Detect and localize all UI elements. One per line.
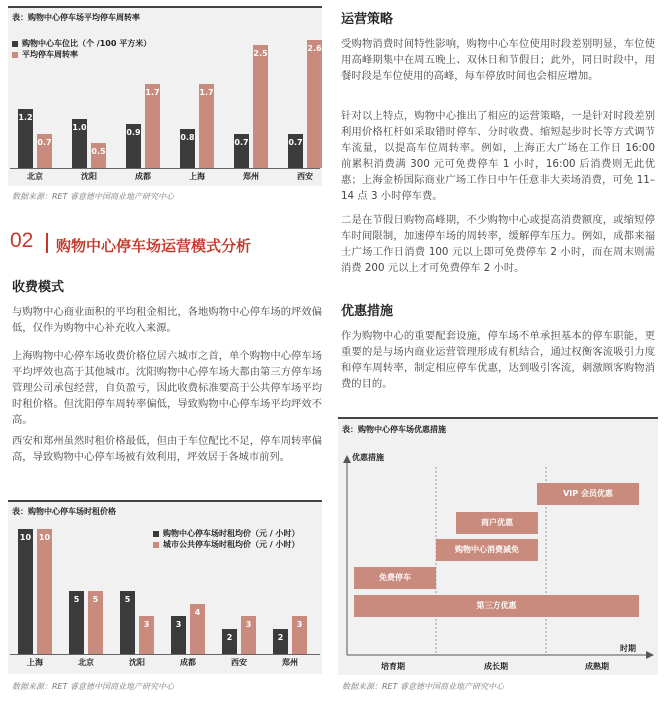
chart1-category-label: 西安 xyxy=(297,172,313,181)
chart1-value-label: 1.2 xyxy=(18,112,33,122)
chart2-category-label: 上海 xyxy=(27,658,43,667)
chart1-legend-1 xyxy=(12,38,151,49)
legend-swatch-rose xyxy=(12,52,18,58)
chart2-value-label: 2 xyxy=(277,632,284,642)
chart3-source: 数据来源：RET 睿意德中国商业地产研究中心 xyxy=(342,682,505,691)
chart3-y-title: 优惠措施 xyxy=(352,453,384,462)
chart2-value-label: 4 xyxy=(194,607,201,617)
gantt-bar-vip: VIP 会员优惠 xyxy=(537,483,639,505)
chart1-top-rule xyxy=(8,6,322,8)
chart1-legend-1-text: 购物中心车位比（个 /100 平方米） xyxy=(22,39,152,48)
chart1-value-label: 0.7 xyxy=(37,137,52,147)
chart1-value-label: 1.7 xyxy=(199,88,214,98)
chart2-source: 数据来源：RET 睿意德中国商业地产研究中心 xyxy=(12,682,175,691)
chart2-value-label: 10 xyxy=(19,532,32,542)
chart1-axis xyxy=(10,168,320,169)
ops-heading: 运营策略 xyxy=(341,12,394,27)
gantt-bar-free-parking: 免费停车 xyxy=(354,567,436,589)
chart1-value-label: 0.5 xyxy=(91,147,106,157)
chart1-category-label: 郑州 xyxy=(243,172,259,181)
chart2-value-label: 10 xyxy=(38,532,51,542)
phase-label-1: 培育期 xyxy=(381,662,405,671)
chart1-category-label: 北京 xyxy=(27,172,43,181)
legend-swatch-dark xyxy=(12,41,18,47)
chart2-legend-2 xyxy=(153,539,300,550)
chart2-top-rule xyxy=(8,500,322,502)
section-divider xyxy=(46,233,48,253)
chart2-legend-1-text: 购物中心停车场时租均价（元 / 小时） xyxy=(163,529,300,538)
chart3-caption: 表：购物中心停车场优惠措施 xyxy=(342,425,446,434)
chart1-caption: 表：购物中心停车场平均停车周转率 xyxy=(12,13,140,22)
chart2-value-label: 3 xyxy=(245,620,252,630)
chart1-bar-郑州-s2 xyxy=(253,45,268,168)
fees-heading: 收费模式 xyxy=(12,280,65,295)
chart1-value-label: 0.7 xyxy=(288,137,303,147)
y-axis-arrow xyxy=(343,455,351,463)
chart2-category-label: 郑州 xyxy=(282,658,298,667)
chart2-bar-上海-s1 xyxy=(18,529,33,654)
chart1-value-label: 1.0 xyxy=(72,122,87,132)
chart1-legend-2 xyxy=(12,49,78,60)
chart2-value-label: 5 xyxy=(73,595,80,605)
ops-paragraph-2: 针对以上特点，购物中心推出了相应的运营策略，一是针对时段差别利用价格杠杆如采取错时停车、分时收费、缩短起步时长等方式调节车流量，以提高车位周转率。例如，上海正大广场在工作日 16:00 前累积消费满 300 元可免费停车 1 小时，16:00 后消费则无此优惠；上海金桥国际商业广场工作日中午任意非大卖场消费，可免 11–14 点 3 小时停车费。 xyxy=(341,110,655,202)
chart1-legend-2-text: 平均停车周转率 xyxy=(22,50,78,59)
phase-label-2: 成长期 xyxy=(484,662,508,671)
gantt-bar-merchant: 商户优惠 xyxy=(456,512,538,534)
chart1-box xyxy=(8,6,322,186)
chart2-value-label: 3 xyxy=(296,620,303,630)
fees-paragraph-2: 上海购物中心停车场收费价格位居六城市之首，单个购物中心停车场平均坪效也高于其他城市。沈阳购物中心停车场大都由第三方停车场管理公司承包经营，自负盈亏，因此收费标准要高于公共停车场平均时租价格。但沈阳停车周转率偏低，导致购物中心停车场平均坪效不高。 xyxy=(12,350,322,426)
chart2-value-label: 3 xyxy=(175,620,182,630)
promo-heading: 优惠措施 xyxy=(341,304,394,319)
chart2-category-label: 西安 xyxy=(231,658,247,667)
chart2-category-label: 成都 xyxy=(180,658,196,667)
fees-paragraph-1: 与购物中心商业面积的平均租金相比，各地购物中心停车场的坪效偏低，仅作为购物中心补充收入来源。 xyxy=(12,306,322,334)
gantt-bar-third-party: 第三方优惠 xyxy=(354,595,639,617)
section-number: 02 xyxy=(10,229,34,252)
ops-paragraph-1: 受购物消费时间特性影响，购物中心车位使用时段差别明显，车位使用高峰期集中在周五晚上、双休日和节假日；此外，同日时段中，用餐时段是车位使用的高峰，每车停放时间也会相应增加。 xyxy=(341,38,655,82)
chart2-value-label: 2 xyxy=(226,632,233,642)
chart1-bar-西安-s2 xyxy=(307,40,322,168)
phase-label-3: 成熟期 xyxy=(585,662,609,671)
chart1-value-label: 0.9 xyxy=(126,127,141,137)
chart2-caption: 表：购物中心停车场时租价格 xyxy=(12,507,116,516)
legend-swatch-rose-2 xyxy=(153,542,159,548)
chart1-category-label: 沈阳 xyxy=(81,172,97,181)
legend-swatch-dark-2 xyxy=(153,531,159,537)
chart2-legend-1 xyxy=(153,528,300,539)
chart2-value-label: 5 xyxy=(92,595,99,605)
chart2-value-label: 5 xyxy=(124,595,131,605)
chart1-category-label: 成都 xyxy=(135,172,151,181)
promo-paragraph-1: 作为购物中心的重要配套设施，停车场不单承担基本的停车职能，更重要的是与场内商业运营管理形成有机结合，通过权衡客流吸引力度和停车周转率，制定相应停车优惠，达到吸引客流，刺激顾客购物消费的目的。 xyxy=(341,330,655,390)
fees-paragraph-3: 西安和郑州虽然时租价格最低，但由于车位配比不足，停车周转率偏高，导致购物中心停车场被有效利用，坪效居于各城市前列。 xyxy=(12,435,322,463)
ops-paragraph-3: 二是在节假日购物高峰期，不少购物中心或提高消费额度，或缩短停车时间限制，加速停车场的周转率，缓解停车压力。例如，成都来福士广场工作日消费 100 元以上即可免费停车 2 小时，而在周末则需消费 200 元以上才可免费停车 2 小时。 xyxy=(341,214,655,274)
chart1-source: 数据来源：RET 睿意德中国商业地产研究中心 xyxy=(12,192,175,201)
chart1-value-label: 2.6 xyxy=(307,43,322,53)
chart1-value-label: 1.7 xyxy=(145,88,160,98)
chart3-x-title: 时期 xyxy=(620,644,636,653)
chart2-value-label: 3 xyxy=(143,620,150,630)
chart2-category-label: 沈阳 xyxy=(129,658,145,667)
chart2-bar-上海-s2 xyxy=(37,529,52,654)
chart1-value-label: 0.7 xyxy=(234,137,249,147)
chart1-value-label: 2.5 xyxy=(253,48,268,58)
chart1-value-label: 0.8 xyxy=(180,132,195,142)
x-axis-arrow xyxy=(646,651,654,659)
section-title: 购物中心停车场运营模式分析 xyxy=(56,237,252,255)
chart1-category-label: 上海 xyxy=(189,172,205,181)
gantt-bar-mall-discount: 购物中心消费减免 xyxy=(436,539,538,561)
chart2-legend-2-text: 城市公共停车场时租均价（元 / 小时） xyxy=(163,540,300,549)
chart2-category-label: 北京 xyxy=(78,658,94,667)
chart2-axis xyxy=(10,654,320,655)
